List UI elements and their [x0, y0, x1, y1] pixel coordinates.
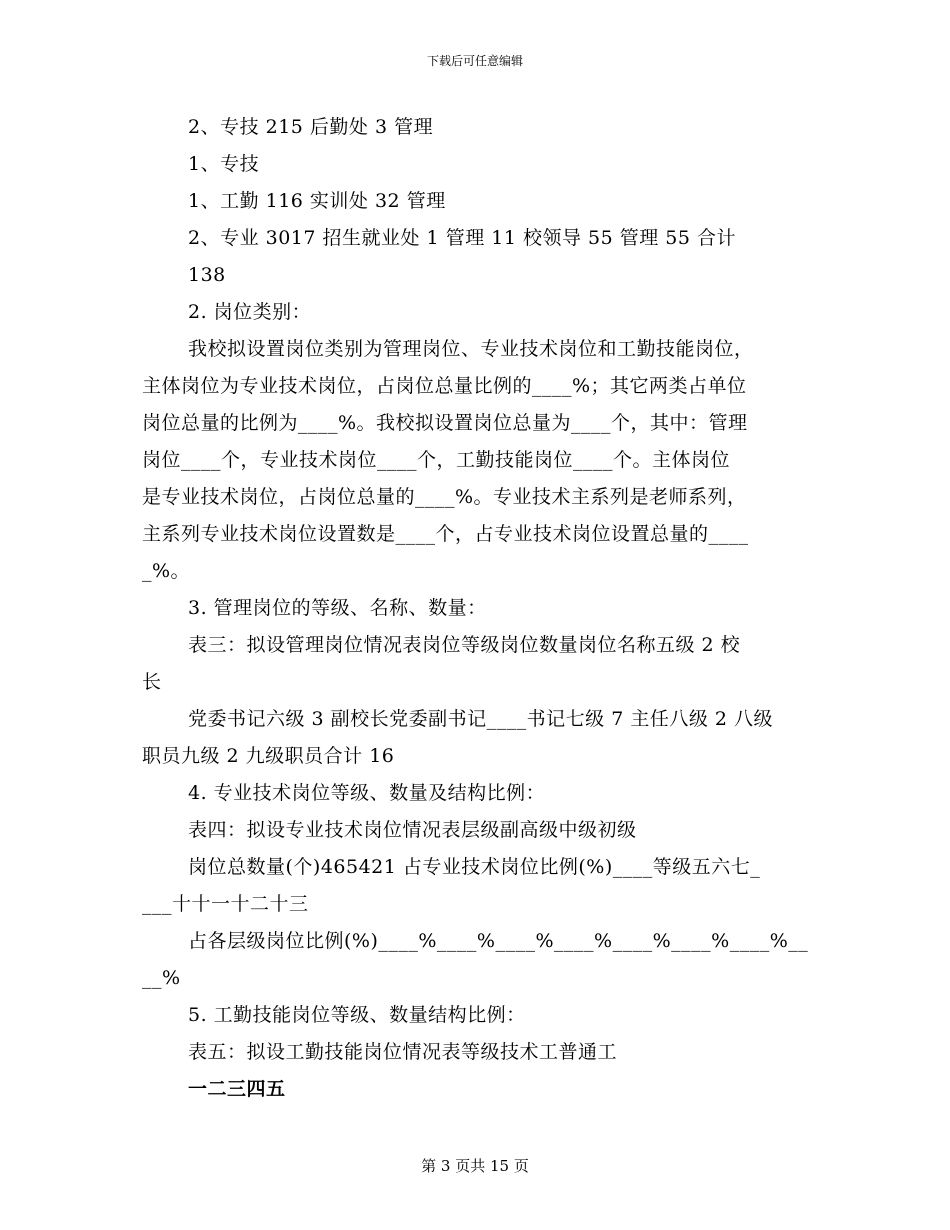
page-header: 下载后可任意编辑 [426, 54, 523, 68]
text-line: 表四：拟设专业技术岗位情况表层级副高级中级初级 [188, 819, 637, 841]
text-line: 1、专技 [188, 153, 260, 175]
text-line: 1、工勤 116 实训处 32 管理 [188, 190, 446, 212]
text-line: 党委书记六级 3 副校长党委副书记____书记七级 7 主任八级 2 八级 [188, 708, 774, 730]
text-line: 占各层级岗位比例(%)____%____%____%____%____%____%____%__ [188, 930, 809, 952]
text-line: 岗位____个，专业技术岗位____个，工勤技能岗位____个。主体岗位 [142, 449, 731, 471]
text-line: 138 [188, 264, 226, 286]
text-line: __% [142, 967, 181, 989]
text-line: 2、专业 3017 招生就业处 1 管理 11 校领导 55 管理 55 合计 [188, 227, 736, 249]
text-line: _%。 [142, 560, 191, 582]
page-footer: 第 3 页共 15 页 [421, 1157, 529, 1175]
text-line: 长 [142, 671, 162, 693]
text-line: 是专业技术岗位，占岗位总量的____%。专业技术主系列是老师系列， [142, 486, 747, 508]
text-line: 4. 专业技术岗位等级、数量及结构比例： [188, 782, 546, 804]
text-line: 职员九级 2 九级职员合计 16 [142, 745, 395, 767]
text-line: 3. 管理岗位的等级、名称、数量： [188, 597, 487, 619]
text-line: 一二三四五 [188, 1078, 286, 1100]
text-line: ___十十一十二十三 [142, 893, 309, 915]
text-line: 表五：拟设工勤技能岗位情况表等级技术工普通工 [188, 1041, 618, 1063]
text-line: 岗位总量的比例为____%。我校拟设置岗位总量为____个，其中：管理 [142, 412, 748, 434]
text-line: 2. 岗位类别： [188, 301, 312, 323]
text-line: 主系列专业技术岗位设置数是____个，占专业技术岗位设置总量的____ [142, 523, 749, 545]
text-line: 岗位总数量(个)465421 占专业技术岗位比例(%)____等级五六七_ [188, 856, 761, 878]
text-line: 表三：拟设管理岗位情况表岗位等级岗位数量岗位名称五级 2 校 [188, 634, 741, 656]
document-body [142, 110, 818, 1109]
text-line: 5. 工勤技能岗位等级、数量结构比例： [188, 1004, 526, 1026]
text-line: 2、专技 215 后勤处 3 管理 [188, 116, 434, 138]
text-line: 主体岗位为专业技术岗位，占岗位总量比例的____%；其它两类占单位 [142, 375, 747, 397]
text-line: 我校拟设置岗位类别为管理岗位、专业技术岗位和工勤技能岗位， [188, 338, 754, 360]
